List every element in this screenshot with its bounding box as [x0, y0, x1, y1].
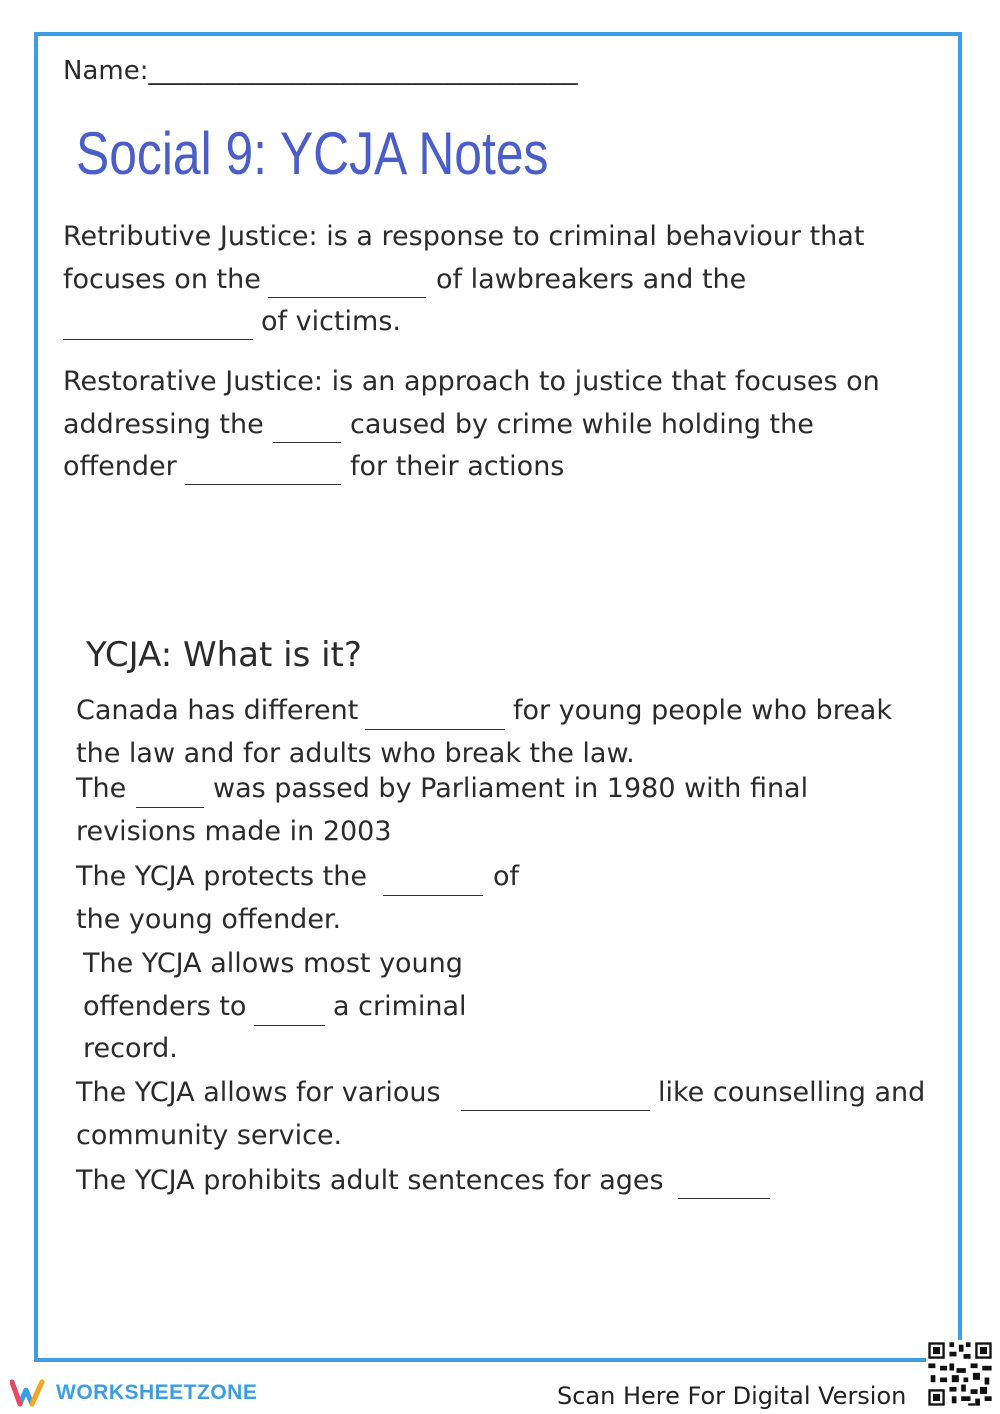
qr-code-icon[interactable] [926, 1340, 994, 1408]
blank-ycja-1[interactable] [365, 729, 505, 730]
retributive-line-3: of victims. [261, 306, 401, 337]
blank-ycja-4[interactable] [254, 1025, 325, 1026]
worksheetzone-logo[interactable] [10, 1376, 257, 1410]
blank-ycja-6[interactable] [678, 1198, 770, 1199]
blank-retributive-1[interactable] [268, 297, 426, 298]
blank-ycja-5[interactable] [461, 1110, 650, 1111]
restorative-line-2b: caused by crime while holding the [350, 409, 814, 440]
ycja-s3a: The YCJA protects the [76, 861, 367, 892]
w-logo-icon [10, 1378, 50, 1408]
restorative-line-3a: offender [63, 451, 177, 482]
ycja-s1c: the law and for adults who break the law. [76, 738, 635, 769]
blank-restorative-1[interactable] [273, 442, 341, 443]
ycja-s5c: community service. [76, 1120, 343, 1151]
retributive-line-2a: focuses on the [63, 264, 261, 295]
brand-name: WORKSHEETZONE [56, 1381, 258, 1404]
ycja-s3c: the young offender. [76, 904, 342, 935]
restorative-line-1: Restorative Justice: is an approach to justice that focuses on [63, 366, 880, 397]
retributive-line-2b: of lawbreakers and the [436, 264, 747, 295]
ycja-s4a: The YCJA allows most young [83, 948, 463, 979]
ycja-s4d: record. [83, 1033, 178, 1064]
blank-ycja-2[interactable] [136, 807, 204, 808]
ycja-heading: YCJA: What is it? [86, 635, 362, 675]
page-title: Social 9: YCJA Notes [76, 120, 549, 187]
ycja-s2b: was passed by Parliament in 1980 with final [213, 773, 809, 804]
blank-restorative-2[interactable] [185, 484, 341, 485]
ycja-s4c: a criminal [333, 991, 467, 1022]
ycja-s6a: The YCJA prohibits adult sentences for ages [76, 1165, 664, 1196]
blank-ycja-3[interactable] [383, 895, 483, 896]
restorative-line-3b: for their actions [350, 451, 565, 482]
ycja-s3b: of [493, 861, 520, 892]
ycja-s4b: offenders to [83, 991, 247, 1022]
ycja-s2a: The [76, 773, 127, 804]
blank-retributive-2[interactable] [63, 339, 253, 340]
retributive-line-1: Retributive Justice: is a response to criminal behaviour that [63, 221, 865, 252]
ycja-s5b: like counselling and [658, 1077, 926, 1108]
ycja-s1b: for young people who break [513, 695, 892, 726]
ycja-s2c: revisions made in 2003 [76, 816, 392, 847]
restorative-line-2a: addressing the [63, 409, 264, 440]
scan-caption: Scan Here For Digital Version [557, 1382, 907, 1410]
name-field[interactable]: Name:_________________________________ [63, 56, 578, 86]
ycja-s5a: The YCJA allows for various [76, 1077, 441, 1108]
ycja-s1a: Canada has different [76, 695, 359, 726]
